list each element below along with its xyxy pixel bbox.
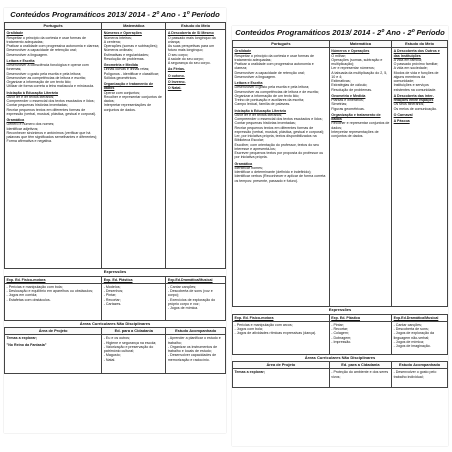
- list-item: - Recortar;: [331, 327, 349, 331]
- list-item: Desenvolver a linguagem.: [6, 52, 49, 57]
- list-item: - Pintar;: [103, 293, 117, 298]
- list-item: A vida em família;: [393, 57, 422, 62]
- section-heading: A Descoberta de Si Mesmo: [167, 31, 214, 36]
- list-item: Contar pequenas histórias inventadas;: [234, 121, 296, 126]
- acnd-col-header: Ed. para a Cidadania: [329, 362, 391, 369]
- list-item: Operações (somas e subtrações);: [103, 44, 158, 48]
- list-item: - Aprender a planificar o estudo e trabalho;: [167, 336, 221, 345]
- list-item: Desenvolver a capacidade de retenção oral;: [234, 70, 305, 75]
- list-item: Temas a explorar;: [6, 336, 37, 341]
- list-item: A vida em sociedade;: [393, 66, 428, 71]
- list-item: As suas perspetivas para um futuro mais longínquo;: [167, 44, 215, 53]
- list-item: Desenvolver as competências de leitura e de escrita;: [234, 89, 319, 94]
- expressoes-cell: [392, 321, 448, 354]
- list-item: - Natal.: [103, 357, 116, 362]
- list-item: O milhar;: [331, 53, 346, 58]
- list-item: Simetrias;: [331, 102, 348, 107]
- list-item: Ouvir ler e ler textos literários;: [234, 112, 283, 117]
- list-item: Números inteiros;: [103, 35, 132, 40]
- document-page-2nd-period: [232, 26, 448, 446]
- section-heading: O Carnaval: [393, 112, 413, 117]
- list-item: Interpretar representações de conjuntos de dados.: [103, 103, 152, 112]
- section-heading: Oralidade: [234, 49, 252, 54]
- list-item: - Perícias e manipulação com arcos;: [234, 322, 293, 327]
- list-item: - Jogos de exploração da linguagem não-verbal;: [393, 331, 434, 340]
- list-item: - Perícias e manipulação com bola;: [6, 284, 63, 289]
- list-item: Plantas e itinerários;: [331, 98, 364, 102]
- list-item: Recriar pequenos textos em diferentes formas de expressão (verbal, musical, plástica, gestual e corporal);: [234, 125, 325, 134]
- list-item: Temas a explorar;: [234, 370, 265, 375]
- list-item: Desenvolver a linguagem.: [234, 74, 277, 79]
- matematica-header: Matemática: [102, 23, 166, 30]
- section-heading: Números e Operações: [331, 49, 370, 54]
- list-item: - Eu e os outros;: [103, 336, 131, 341]
- list-item: Estratégias de cálculo;: [331, 83, 368, 88]
- list-item: Ler, por iniciativa própria, textos disponibilizados na Biblioteca Escolar;: [234, 134, 317, 143]
- section-heading: Números e Operações: [103, 31, 142, 36]
- list-item: Desenvolver as competências de leitura e escrita;: [6, 75, 86, 80]
- list-item: Recolher e representar conjuntos de dados;: [331, 121, 390, 130]
- section-heading: Iniciação à Educação Literária: [234, 108, 287, 113]
- list-item: - Magusto;: [103, 353, 121, 358]
- list-item: Desenvolver o gosto pela escrita e pela leitura;: [6, 71, 82, 76]
- document-page-1st-period: [4, 8, 226, 433]
- list-item: Campo lexical, família de palavras.: [234, 102, 291, 107]
- section-heading: Oralidade: [6, 31, 24, 36]
- section-heading: O Natal.: [167, 86, 182, 90]
- expressoes-col-header: Exp. Ed. Plástica: [329, 314, 391, 321]
- list-item: - Jogos de atividades rítmicas expressivas (dança).: [234, 331, 317, 336]
- estudo-meio-column: [166, 30, 226, 269]
- expressoes-band: Expressões: [5, 269, 226, 276]
- section-heading: O outono.: [167, 73, 185, 78]
- acnd-col-header: Estudo Acompanhado: [392, 362, 448, 369]
- list-item: Forma afirmativa e negativa.: [6, 139, 53, 144]
- list-item: Praticar a oralidade com progressiva autonomia e clareza;: [6, 44, 100, 48]
- list-item: Recriar pequenos textos em diferentes formas de expressão (verbal, musical, plástica, gestual e corporal).: [6, 107, 97, 116]
- portugues-column: [233, 48, 330, 307]
- list-item: Operar com conjuntos;: [103, 90, 141, 95]
- list-item: Praticar a oralidade com progressiva autonomia e clareza;: [234, 62, 314, 71]
- section-heading: Gramática: [234, 161, 253, 166]
- matematica-column: [102, 30, 166, 269]
- expressoes-col-header: Exp. Ed. Físico-motora: [5, 276, 102, 283]
- list-item: Treino de pontuação e auxiliares da escrita;: [234, 98, 305, 102]
- list-item: - Descoberta de sons;: [393, 327, 429, 331]
- section-heading: A Descoberta das inter-relações entre espaços: [393, 93, 434, 102]
- list-item: - Organizar os instrumentos de trabalho e locais de estudo;: [167, 344, 218, 353]
- list-item: Os seus itinerários;: [393, 102, 425, 107]
- list-item: Identificar nomes;: [234, 165, 263, 170]
- expressoes-col-header: Exp.Ed.Dramática/Musical: [166, 276, 226, 283]
- section-heading: Organização e tratamento de dados: [103, 82, 154, 91]
- list-item: Resolução de problemas.: [103, 56, 145, 61]
- acnd-col-header: Área de Projeto: [233, 362, 330, 369]
- list-item: Desenvolver a consciência fonológica e operar com fonemas;: [6, 63, 89, 72]
- list-item: Utilizar de forma correta a letra maiúscula e minúscula.: [6, 84, 95, 89]
- list-item: O passado mais longínquo da criança;: [167, 35, 216, 44]
- acnd-cell: [5, 335, 102, 374]
- list-item: Ler e representar números;: [331, 66, 375, 71]
- list-item: Respeitar o princípio da cortesia e usar formas de tratamento adequadas;: [234, 53, 315, 62]
- list-item: Identificar o determinante (definido e indefinido);: [234, 170, 312, 174]
- list-item: Operações (somas, subtração e multiplicação);: [331, 57, 383, 66]
- list-item: - Deslocação e equilíbrio em aparelhos ou obstáculos;: [6, 289, 93, 293]
- list-item: Ouvir ler e ler textos literários;: [6, 94, 55, 99]
- acnd-cell: [102, 335, 166, 374]
- list-item: - Cantar canções;: [167, 284, 197, 289]
- acnd-cell: [166, 335, 226, 374]
- section-heading: Leitura e Escrita: [6, 58, 35, 63]
- expressoes-band: Expressões: [233, 307, 448, 314]
- acnd-col-header: Área de Projeto: [5, 328, 102, 335]
- list-item: - Estafetas com obstáculos.: [6, 297, 51, 302]
- list-item: Estimativas e regularidades;: [103, 52, 149, 57]
- expressoes-cell: [102, 283, 166, 320]
- list-item: A tabuada da multiplicação do 2, 5, 10 e 4;: [331, 70, 388, 79]
- list-item: Instituições e serviços existentes na comunidade.: [393, 83, 437, 92]
- list-item: Organizar a informação de um texto lido;: [6, 80, 72, 84]
- list-item: - Jogos com bola;: [234, 327, 263, 331]
- section-heading: O Inverno.: [167, 79, 186, 84]
- list-item: Reconhecer sinónimos e antónimos (verificar que há palavras que têm significados semelhantes e diferentes);: [6, 130, 98, 139]
- matematica-header: Matemática: [329, 41, 391, 48]
- portugues-column: [5, 30, 102, 269]
- list-item: Compreender o essencial dos textos escutados e lidos;: [234, 117, 323, 121]
- list-item: Recolher e representar conjuntos de dados;: [103, 94, 162, 103]
- list-item: Identificar verbos (Reconhecer e aplicar de forma correta os tempos: presente, passado e futuro).: [234, 174, 326, 183]
- list-item: - Jogos em corrida;: [6, 293, 38, 298]
- list-item: Respeitar o princípio da cortesia e usar formas de tratamento adequadas;: [6, 35, 87, 44]
- acnd-col-header: Estudo Acompanhado: [166, 328, 226, 335]
- list-item: - Higiene e segurança na escola;: [103, 340, 157, 345]
- section-heading: Geometria e Medida: [331, 93, 366, 98]
- expressoes-cell: [329, 321, 391, 354]
- acnd-cell: [329, 369, 391, 388]
- list-item: - Jogos de imaginação.: [393, 344, 431, 348]
- estudo-meio-column: [392, 48, 448, 307]
- list-item: - Pintar;: [331, 322, 344, 327]
- expressoes-col-header: Exp.Ed.Dramática/Musical: [392, 314, 448, 321]
- list-item: A segurança do seu corpo.: [167, 61, 211, 65]
- list-item: Género e número dos nomes;: [6, 122, 55, 127]
- list-item: - Valorização e preservação do património cultural;: [103, 344, 154, 353]
- section-heading: Geometria e Medida: [103, 63, 138, 67]
- list-item: Modos de vida e funções de alguns membros da comunidade;: [393, 70, 439, 83]
- list-item: Sólidos geométricos.: [103, 75, 138, 80]
- page-title: Conteúdos Programáticos 2013/ 2014 - 2º Ano - 2º Período: [235, 28, 445, 37]
- list-item: Figuras geométricas.: [331, 106, 365, 111]
- expressoes-cell: [5, 283, 102, 320]
- list-item: Interpretar representações de conjuntos de dados.: [331, 129, 379, 138]
- matematica-column: [329, 48, 391, 307]
- section-heading: As Férias.: [167, 67, 185, 72]
- list-item: Desenvolver a capacidade de retenção oral;: [6, 48, 77, 53]
- list-item: Estimativas;: [331, 79, 351, 83]
- list-item: - Proteção do ambiente e dos seres vivos;: [331, 370, 389, 379]
- subjects-table: [232, 40, 448, 388]
- list-item: - Desenhos;: [103, 289, 124, 293]
- list-item: Escrever pequenos textos por proposta do professor ou por iniciativa própria.: [234, 151, 324, 160]
- expressoes-cell: [233, 321, 330, 354]
- section-heading: Gramática: [6, 118, 25, 122]
- section-heading: Iniciação à Educação Literária: [6, 90, 59, 95]
- list-item: - Jogos de mímica;: [393, 339, 424, 344]
- list-item: - Colagem;: [331, 331, 349, 336]
- list-item: - Descoberta de sons (voz e corpo);: [167, 289, 213, 298]
- list-item: - Dobragem;: [331, 335, 352, 340]
- expressoes-col-header: Exp. Ed. Físico-motora: [233, 314, 330, 321]
- list-item: - Cantar canções;: [393, 322, 422, 327]
- page-title: Conteúdos Programáticos 2013/ 2014 - 2º Ano - 1º Período: [10, 10, 220, 19]
- estudo-meio-header: Estudo do Meio: [392, 41, 448, 48]
- estudo-meio-header: Estudo do Meio: [166, 23, 226, 30]
- acnd-cell: [233, 369, 330, 388]
- acnd-band: Áreas Curriculares Não Disciplinares: [5, 320, 226, 327]
- section-heading: A Descoberta dos Outros e das Instituições: [393, 49, 440, 58]
- list-item: Os meios de comunicação.: [393, 106, 437, 111]
- list-item: O passado próximo familiar;: [393, 62, 439, 66]
- section-heading: A Páscoa: [393, 119, 410, 123]
- list-item: Linhas curvas e linhas retas;: [103, 67, 150, 72]
- acnd-cell: [392, 369, 448, 388]
- list-item: Compreender o essencial dos textos escutados e lidos;: [6, 99, 95, 103]
- portugues-header: Português: [5, 23, 102, 30]
- list-item: Polígonos - identificar e classificar;: [103, 71, 160, 76]
- list-item: - Impressão.: [331, 339, 352, 344]
- list-item: Contar pequenas histórias inventadas;: [6, 103, 68, 108]
- acnd-band: Áreas Curriculares Não Disciplinares: [233, 354, 448, 361]
- list-item: O seu corpo;: [167, 52, 189, 57]
- list-item: - Recortar;: [103, 297, 121, 302]
- list-item: A saúde do seu corpo;: [167, 56, 204, 61]
- section-heading: Organização e tratamento de dados: [331, 112, 381, 121]
- acnd-col-header: Ed. para a Cidadania: [102, 328, 166, 335]
- list-item: - Desenvolver capacidades de memorização e raciocínio.: [167, 353, 217, 362]
- list-item: A centena;: [103, 39, 121, 44]
- list-item: Escolher, com orientação do professor, textos do seu interesse e apresentá-los;: [234, 142, 319, 151]
- subjects-table: [4, 22, 226, 374]
- expressoes-cell: [166, 283, 226, 320]
- list-item: - Exercícios de exploração do próprio corpo e voz;: [167, 297, 216, 306]
- list-item: - Modelos;: [103, 284, 121, 289]
- list-item: - Jogos de mímica.: [167, 306, 199, 310]
- list-item: Resolução de problemas.: [331, 87, 373, 92]
- section-heading: Leitura e Escrita: [234, 81, 263, 85]
- list-item: Números ordinais;: [103, 48, 133, 53]
- portugues-header: Português: [233, 41, 330, 48]
- list-item: Desenvolver o gosto pela escrita e pela leitura;: [234, 85, 310, 90]
- list-item: Organizar a informação de um texto lido;: [234, 93, 300, 98]
- list-item: Identificar adjetivos;: [6, 126, 39, 131]
- list-item: - Cartazes.: [103, 301, 122, 306]
- list-item: - Desenvolver o gosto pelo trabalho individual;: [393, 370, 437, 379]
- list-item: "No Reino da Fantasia": [6, 342, 47, 347]
- expressoes-col-header: Exp. Ed. Plástica: [102, 276, 166, 283]
